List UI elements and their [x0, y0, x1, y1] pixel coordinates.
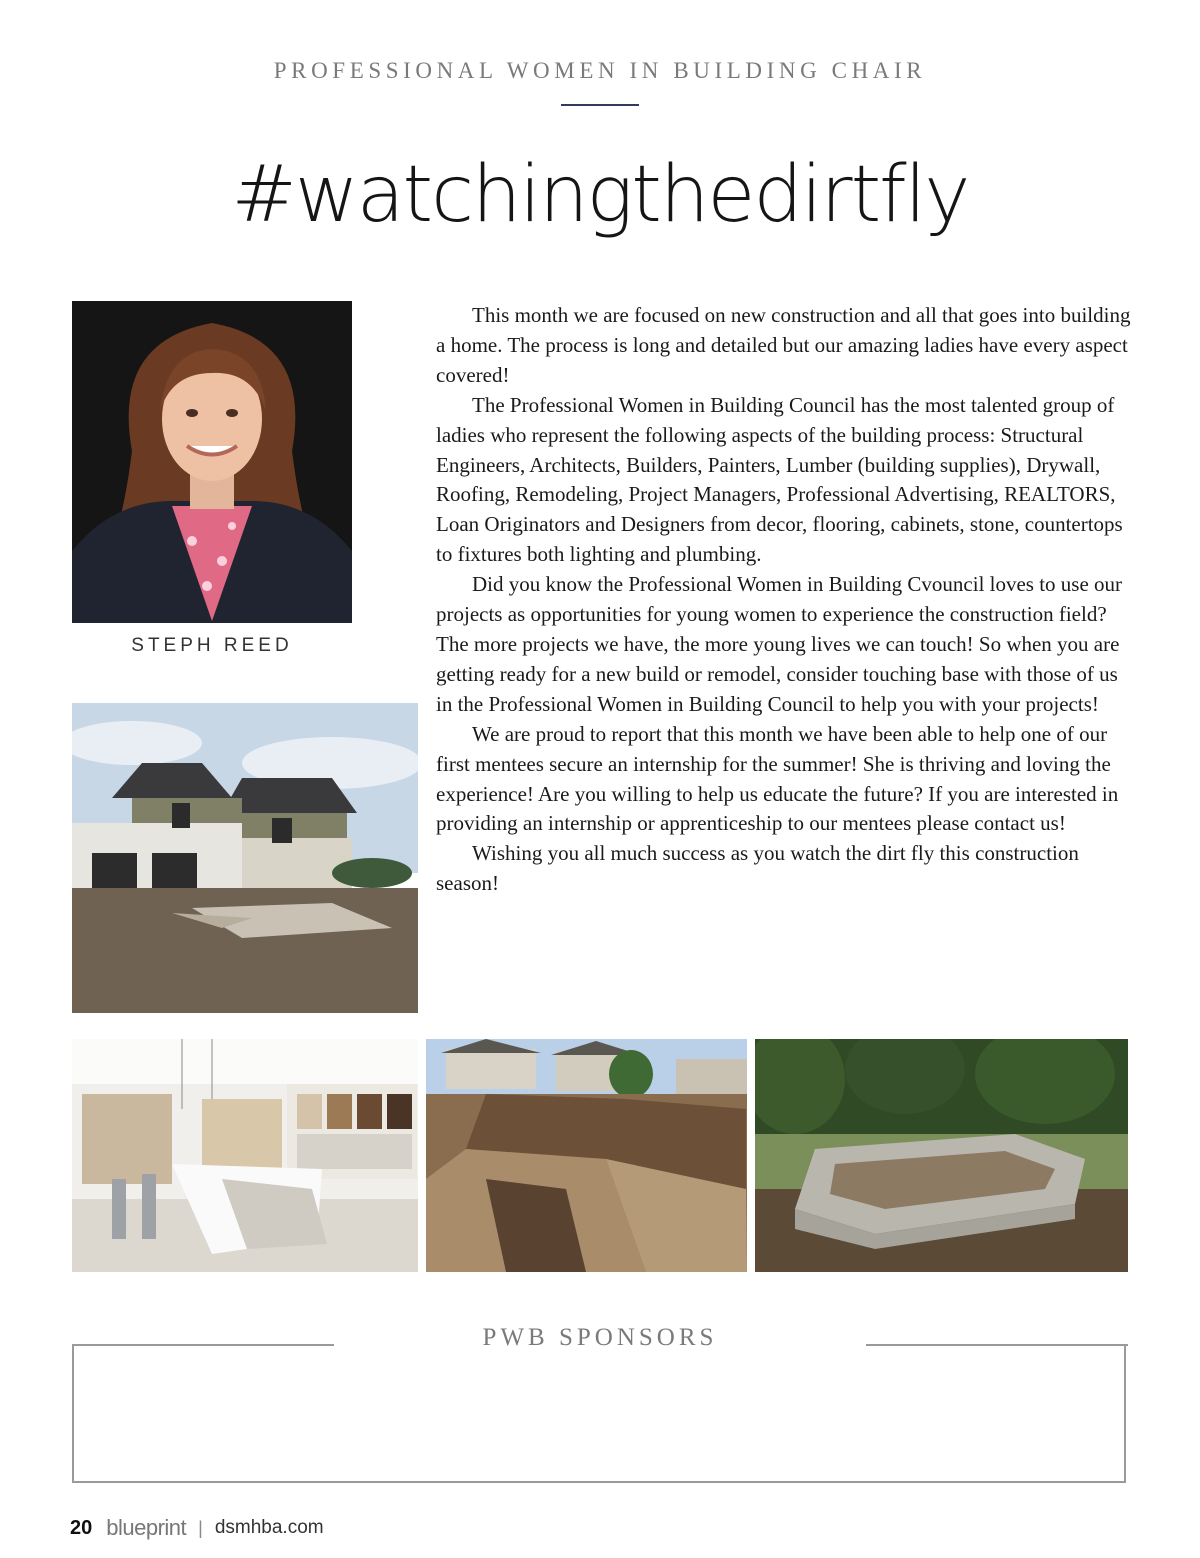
article-paragraph: We are proud to report that this month we have been able to help one of our first mentees secure an internship for the summer! She is thriving and loving the experience! Are you willing to help us educate the future? If you are interested in providing an internship or apprenticeship to our mentees please contact us! [436, 721, 1119, 836]
sponsors-box [72, 1345, 1126, 1483]
article-paragraph: The Professional Women in Building Council has the most talented group of ladies who represent the following aspects of the building process: Structural Engineers, Architects, Builders, Painters, Lumber (building supplies), Drywall, Roofing, Remodeling, Project Managers, Professional Advertising, REALTORS, Loan Originators and Designers from decor, flooring, cabinets, stone, countertops to fixtures both lighting and plumbing. [436, 392, 1123, 567]
page-footer [70, 1515, 324, 1541]
page-number: 20 [70, 1516, 93, 1539]
excavation-photo [426, 1039, 747, 1272]
page-headline: #watchingthedirtfly [231, 150, 969, 240]
section-kicker: PROFESSIONAL WOMEN IN BUILDING CHAIR [273, 58, 927, 83]
portrait-caption: STEPH REED [131, 635, 293, 656]
article-paragraph: Did you know the Professional Women in Building Cvouncil loves to use our projects as opportunities for young women to experience the construction field? The more projects we have, the more young lives we can touch! So when you are getting ready for a new build or remodel, consider touching base with those of us in the Professional Women in Building Council to help you with your projects! [436, 572, 1123, 716]
sponsors-heading: PWB SPONSORS [482, 1324, 718, 1351]
foundation-photo [755, 1039, 1128, 1272]
portrait-photo [72, 301, 352, 623]
footer-separator: | [198, 1517, 203, 1538]
showroom-photo [72, 1039, 418, 1272]
article-body [436, 301, 1136, 899]
house-construction-photo [72, 703, 418, 1013]
kicker-divider [561, 104, 639, 106]
article-paragraph: Wishing you all much success as you watch the dirt fly this construction season! [436, 841, 1079, 896]
website-link[interactable]: dsmhba.com [214, 1517, 324, 1538]
blueprint-logo: blueprint [106, 1515, 187, 1540]
article-paragraph: This month we are focused on new construction and all that goes into building a home. The process is long and detailed but our amazing ladies have every aspect covered! [436, 303, 1131, 387]
